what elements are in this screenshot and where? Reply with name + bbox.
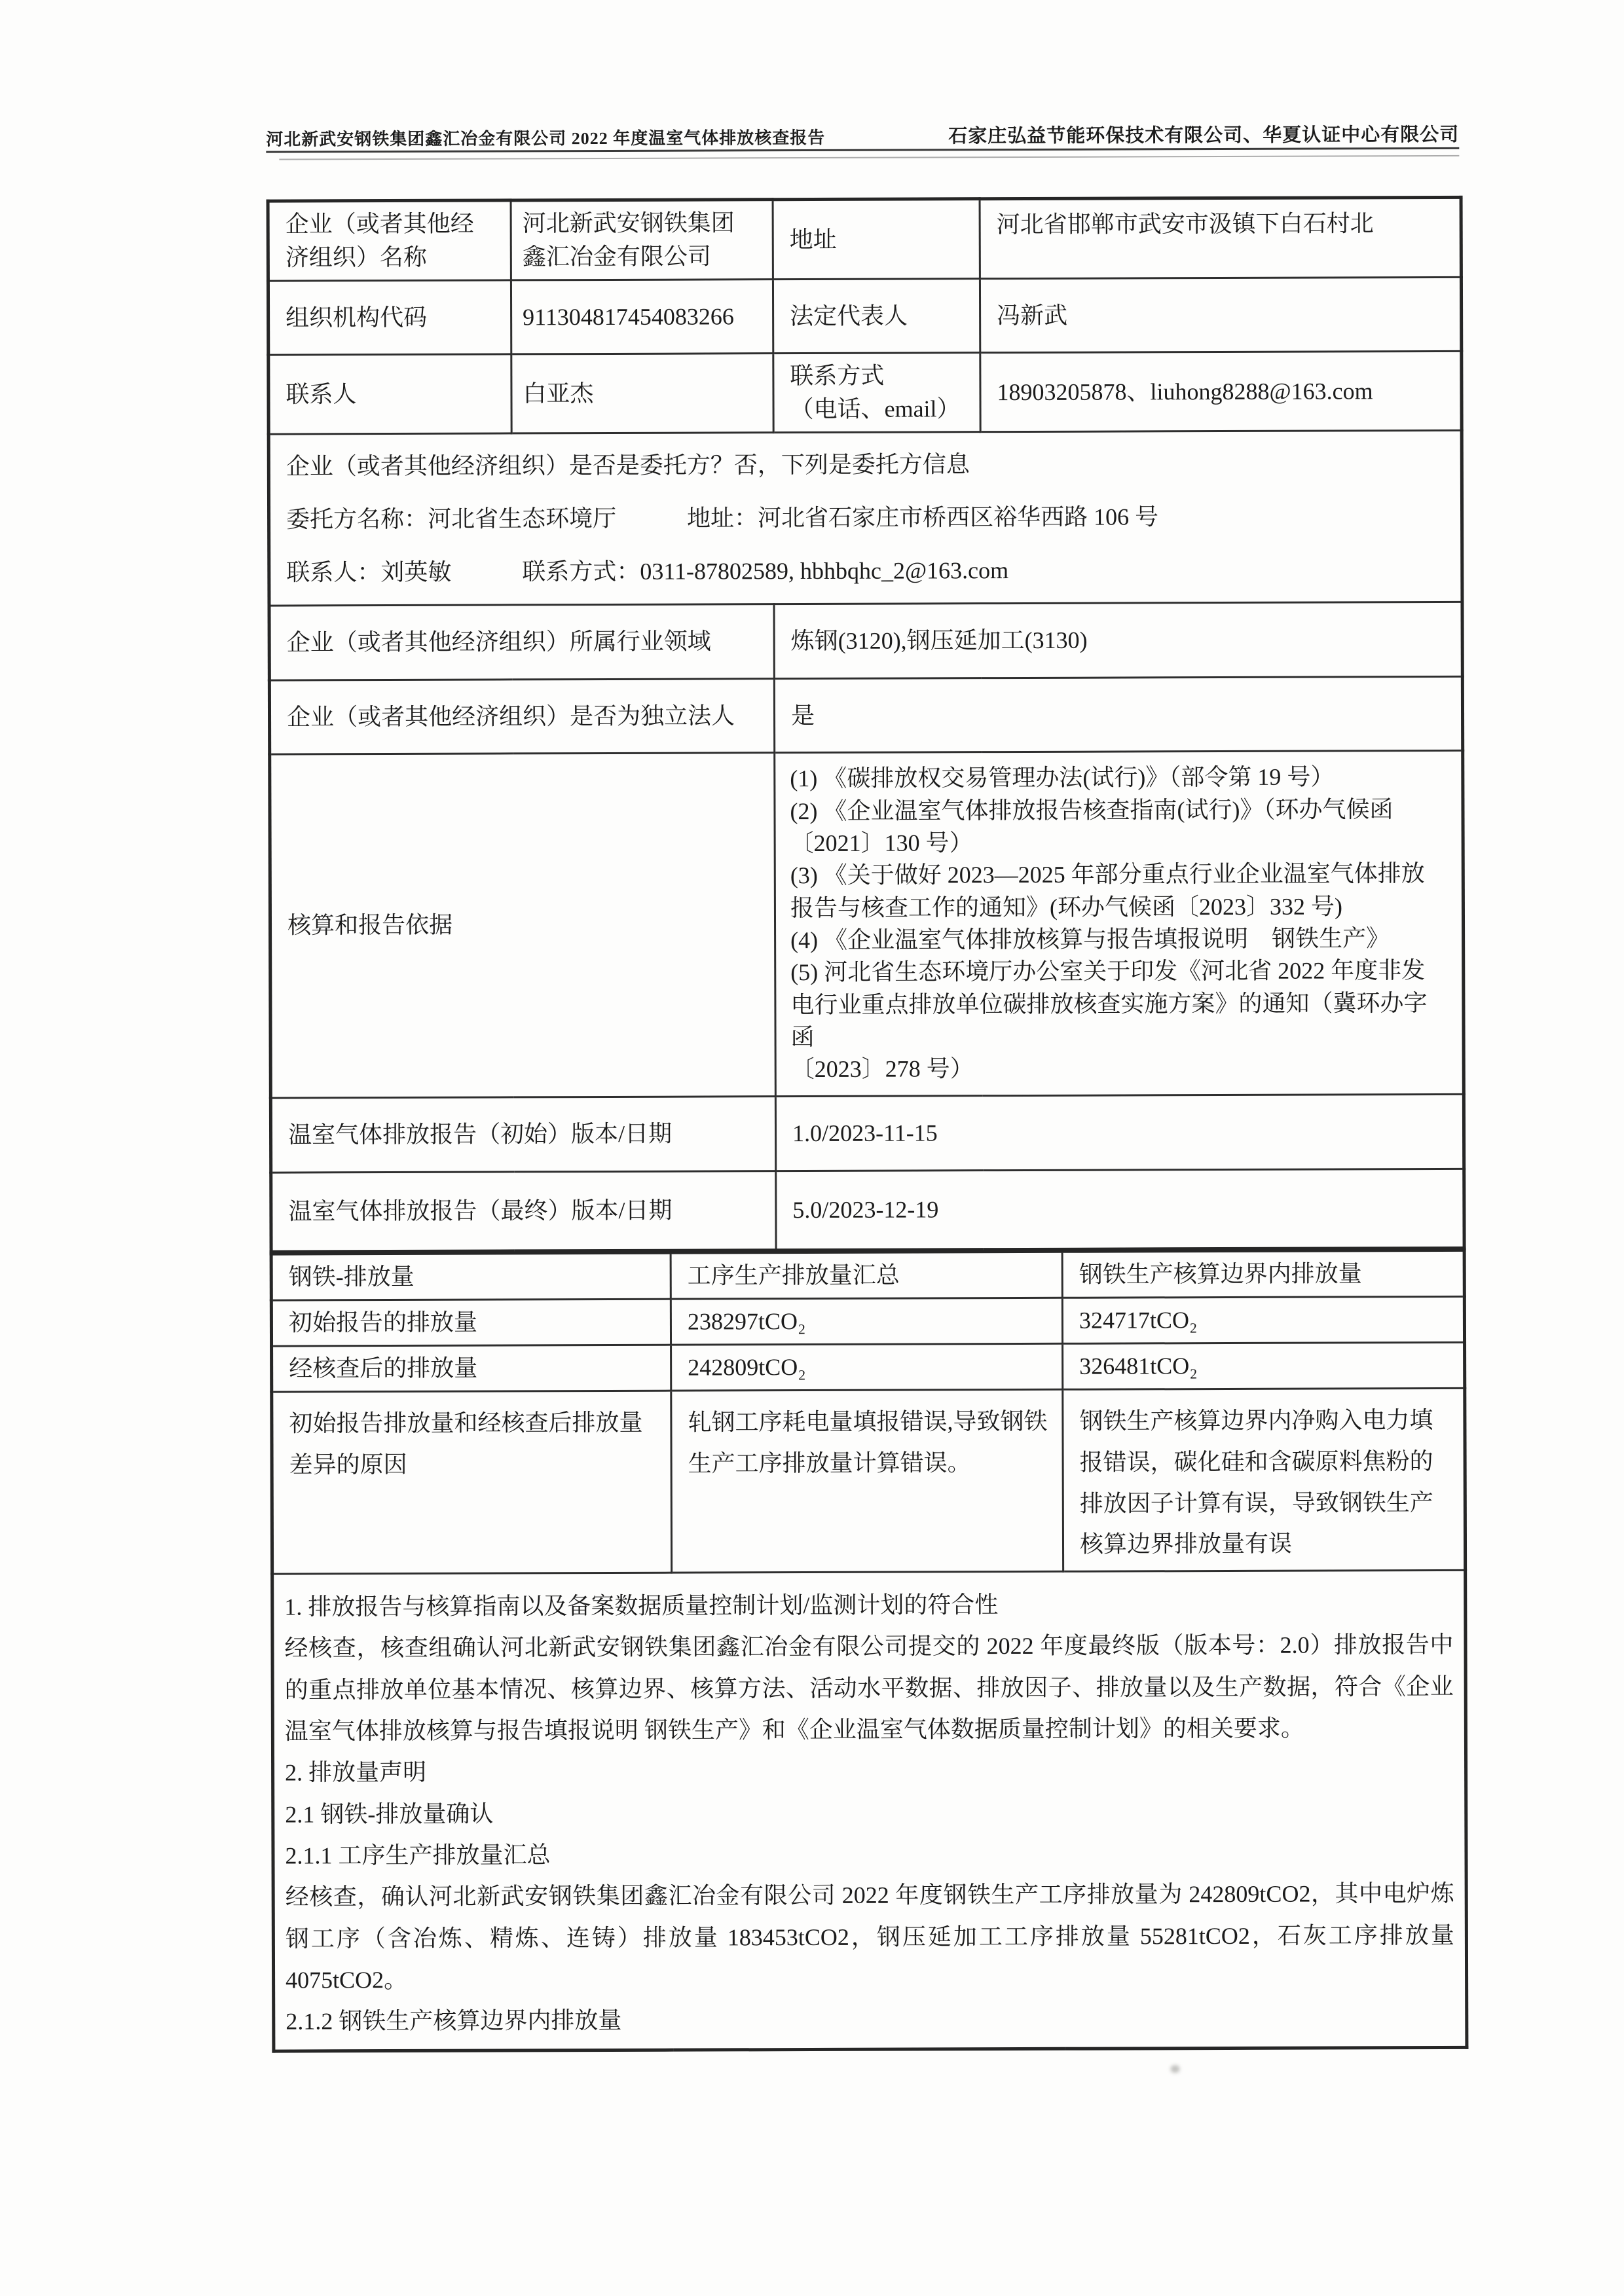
row-accounting-basis: [270, 751, 1464, 1098]
row-enterprise-name: [268, 197, 1461, 281]
row-legal-entity: [269, 677, 1462, 755]
report-final-value: 5.0/2023-12-19: [776, 1169, 1464, 1250]
emission-col-header-category: 钢铁-排放量: [271, 1252, 671, 1300]
emission-row-initial: [271, 1296, 1464, 1346]
running-header: [266, 120, 1459, 151]
verified-emission-label: 经核查后的排放量: [272, 1345, 671, 1392]
finding-heading-process-summary: 2.1.1 工序生产排放量汇总: [285, 1842, 551, 1869]
accounting-basis-value: (1) 《碳排放权交易管理办法(试行)》（部令第 19 号） (2) 《企业温室气体排放报告核查指南(试行)》（环办气候函 〔2021〕130 号） (3) 《关于做好 2023—2025 年部分重点行业企业温室气体排放 报告与核查工作的通知》(环办气候函〔2023〕332 号) (4) 《企业温室气体排放核算与报告填报说明 钢铁生产》 (5) 河北省生态环境厅办公室关于印发《河北省 2022 年度非发 电行业重点排放单位碳排放核查实施方案》的通知（冀环办字函 〔2023〕278 号）: [775, 751, 1464, 1096]
emission-col-header-boundary: 钢铁生产核算边界内排放量: [1062, 1250, 1464, 1298]
report-initial-label: 温室气体排放报告（初始）版本/日期: [270, 1096, 775, 1172]
finding-process-summary-text: 经核查，确认河北新武安钢铁集团鑫汇冶金有限公司 2022 年度钢铁生产工序排放量为 242809tCO2，其中电炉炼钢工序（含冶炼、精炼、连铸）排放量 183453tCO2，钢压延加工工序排放量 55281tCO2，石灰工序排放量 4075tCO2。: [285, 1880, 1454, 1994]
difference-reason-boundary-value: 钢铁生产核算边界内净购入电力填报错误，碳化硅和含碳原料焦粉的排放因子计算有误，导致钢铁生产核算边界排放量有误: [1063, 1389, 1466, 1571]
enterprise-name-label: 企业（或者其他经济组织）名称: [268, 200, 511, 281]
legal-rep-label: 法定代表人: [773, 279, 980, 354]
org-code-label: 组织机构代码: [268, 280, 511, 355]
finding-heading-compliance: 1. 排放报告与核算指南以及备案数据质量控制计划/监测计划的符合性: [284, 1591, 999, 1620]
client-info-block: 企业（或者其他经济组织）是否是委托方？否，下列是委托方信息 委托方名称：河北省生态环境厅 地址：河北省石家庄市桥西区裕华西路 106 号 联系人：刘英敏 联系方式：0311-87802589, hbhbqhc_2@163.com: [268, 431, 1462, 606]
contact-label: 联系人: [268, 354, 511, 434]
contact-value: 白亚杰: [511, 354, 773, 433]
finding-heading-boundary: 2.1.2 钢铁生产核算边界内排放量: [286, 2007, 622, 2035]
industry-label: 企业（或者其他经济组织）所属行业领域: [269, 604, 774, 680]
verified-boundary-emission-value: 326481tCO₂: [1063, 1343, 1465, 1390]
row-client-info: [268, 431, 1462, 606]
finding-heading-statement: 2. 排放量声明: [285, 1759, 427, 1786]
contact-method-label: 联系方式 （电话、email）: [773, 353, 980, 433]
address-label: 地址: [773, 199, 980, 280]
scan-speck-artifact: [1171, 2065, 1180, 2073]
contact-method-value: 18903205878、liuhong8288@163.com: [980, 352, 1462, 433]
enterprise-info-table: [267, 196, 1466, 1253]
address-value: 河北省邯郸市武安市汲镇下白石村北: [980, 197, 1461, 279]
finding-compliance-text: 经核查，核查组确认河北新武安钢铁集团鑫汇冶金有限公司提交的 2022 年度最终版（版本号：2.0）排放报告中的重点排放单位基本情况、核算边界、核算方法、活动水平数据、排放因子、排放量以及生产数据，符合《企业温室气体排放核算与报告填报说明 钢铁生产》和《企业温室气体数据质量控制计划》的相关要求。: [284, 1631, 1454, 1745]
industry-value: 炼钢(3120),钢压延加工(3130): [774, 602, 1462, 679]
verified-process-emission-value: 242809tCO₂: [671, 1344, 1063, 1391]
legal-entity-label: 企业（或者其他经济组织）是否为独立法人: [269, 679, 774, 754]
emission-summary-table: [270, 1248, 1469, 2053]
enterprise-name-value: 河北新武安钢铁集团 鑫汇冶金有限公司: [511, 200, 773, 280]
row-report-initial: [270, 1094, 1464, 1173]
findings-block: [272, 1570, 1467, 2051]
emission-col-header-process: 工序生产排放量汇总: [671, 1251, 1062, 1299]
row-org-code: [268, 278, 1461, 355]
difference-reason-process-value: 轧钢工序耗电量填报错误,导致钢铁生产工序排放量计算错误。: [671, 1390, 1063, 1573]
finding-heading-confirmation: 2.1 钢铁-排放量确认: [285, 1800, 494, 1828]
emission-header-row: [271, 1250, 1464, 1300]
initial-process-emission-value: 238297tCO₂: [671, 1298, 1062, 1345]
emission-row-verified: [272, 1343, 1465, 1393]
legal-entity-value: 是: [774, 677, 1462, 753]
header-rule-echo: [279, 155, 1459, 160]
report-final-label: 温室气体排放报告（最终）版本/日期: [271, 1171, 776, 1251]
initial-emission-label: 初始报告的排放量: [271, 1299, 671, 1346]
org-code-value: 911304817454083266: [511, 280, 773, 354]
row-industry: [269, 602, 1462, 681]
initial-boundary-emission-value: 324717tCO₂: [1062, 1296, 1464, 1343]
findings-row: [272, 1570, 1467, 2051]
accounting-basis-label: 核算和报告依据: [270, 753, 776, 1098]
difference-reason-label: 初始报告排放量和经核查后排放量差异的原因: [272, 1391, 672, 1574]
report-initial-value: 1.0/2023-11-15: [775, 1094, 1464, 1171]
header-report-title: 河北新武安钢铁集团鑫汇冶金有限公司 2022 年度温室气体排放核查报告: [266, 128, 826, 149]
row-report-final: [271, 1169, 1464, 1252]
header-verifier-names: 石家庄弘益节能环保技术有限公司、华夏认证中心有限公司: [948, 124, 1460, 147]
row-contact: [268, 352, 1462, 435]
legal-rep-value: 冯新武: [980, 278, 1461, 353]
emission-row-difference-reason: [272, 1389, 1466, 1574]
